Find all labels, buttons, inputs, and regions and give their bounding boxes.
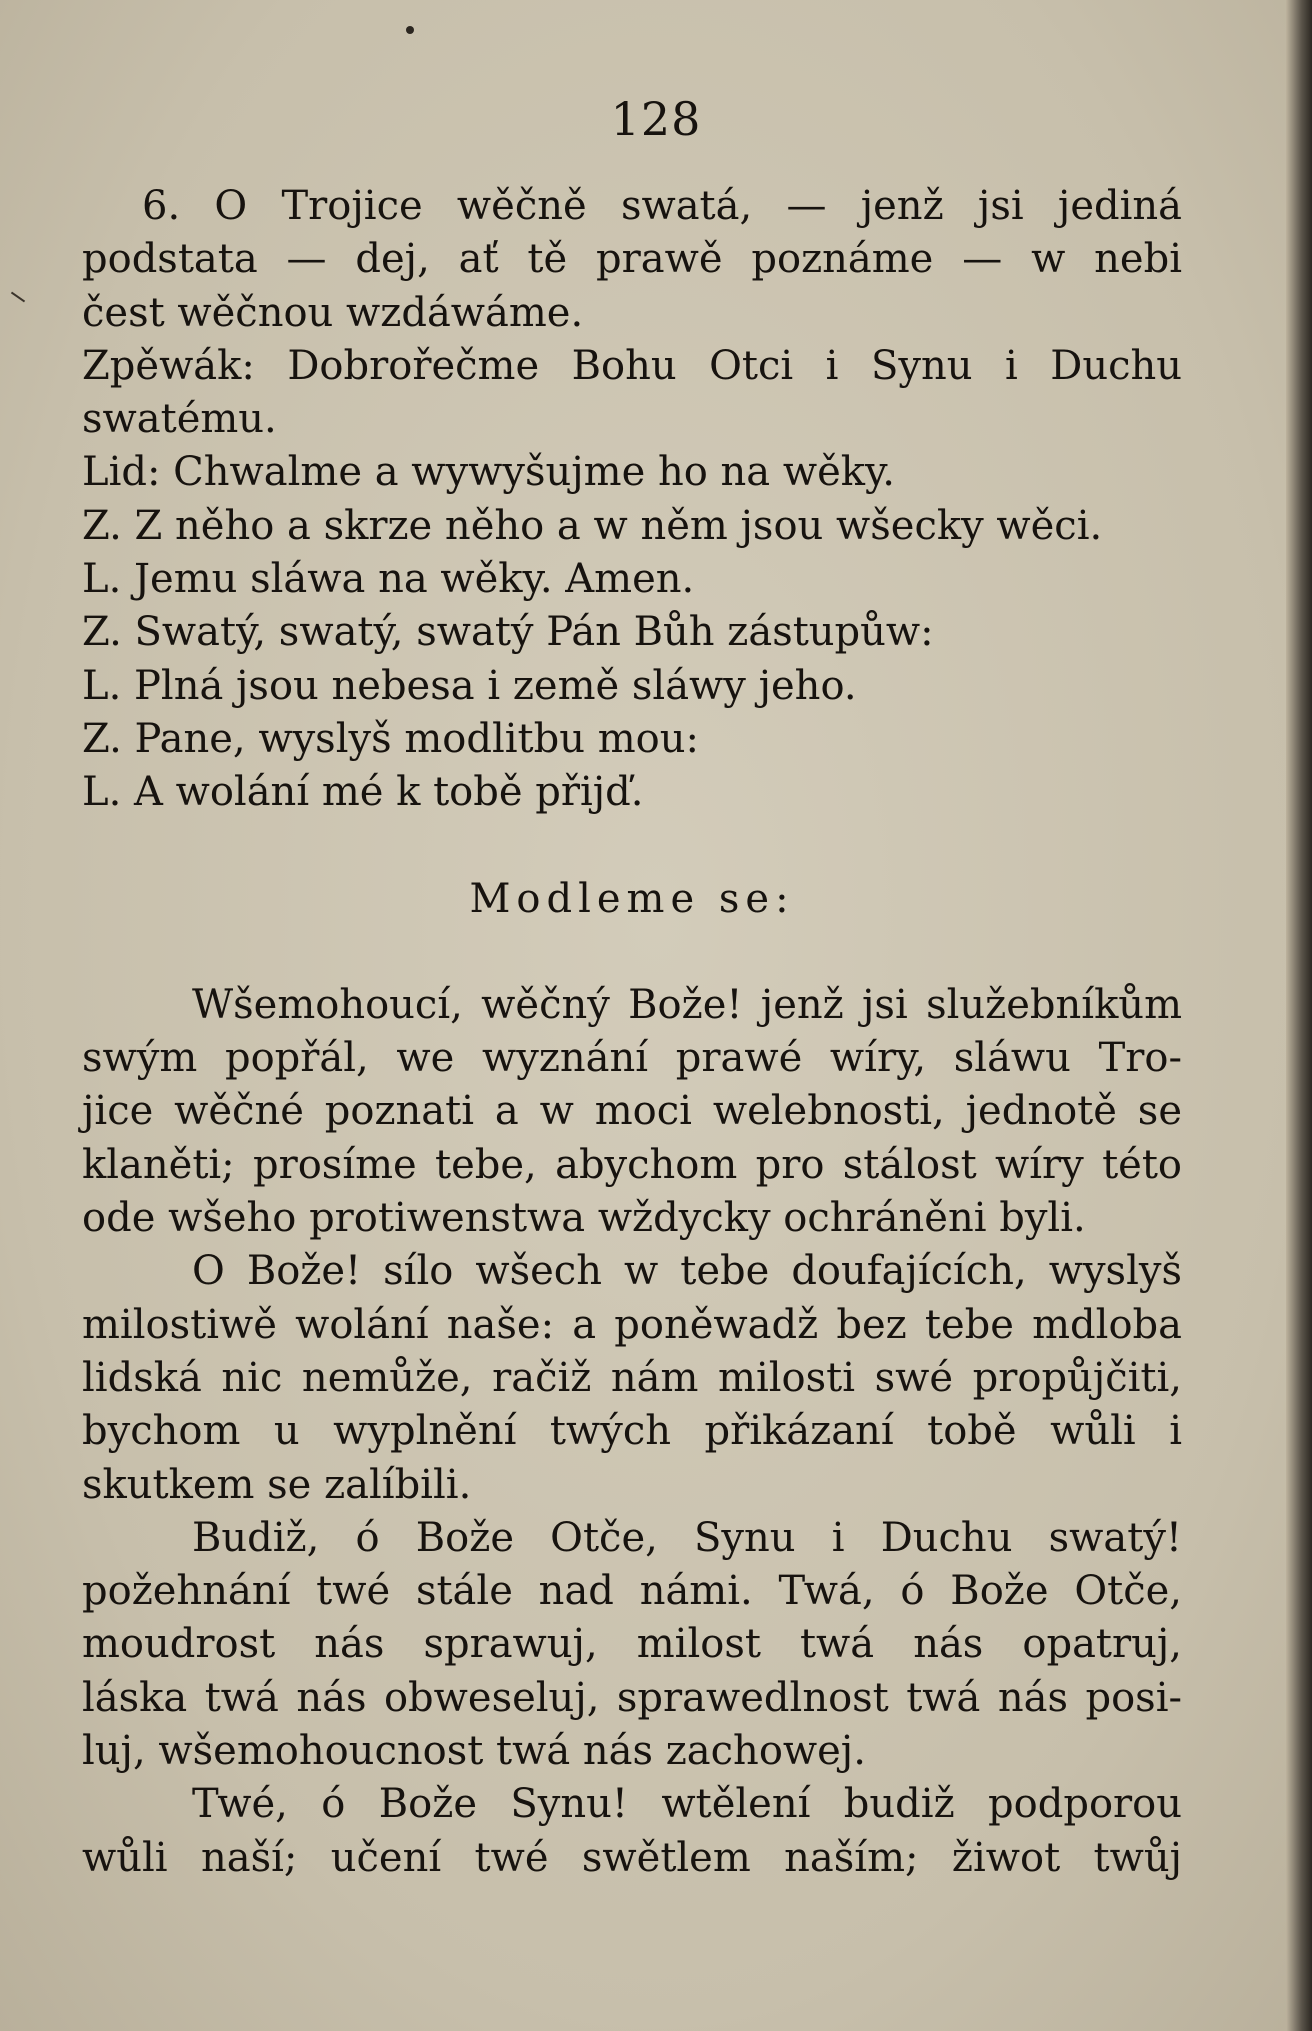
prayer-line: Budiž, ó Bože Otče, Synu i Duchu swatý! xyxy=(192,1514,1182,1561)
stanza-line: podstata — dej, ať tě prawě poznáme — w nebi xyxy=(82,236,1182,283)
prayer-line: skutkem se zalíbili. xyxy=(82,1461,472,1508)
prayer-line: požehnání twé stále nad námi. Twá, ó Bože Otče, xyxy=(82,1568,1182,1615)
stanza-line: Z. Pane, wyslyš modlitbu mou: xyxy=(82,715,699,762)
prayer-line: moudrost nás sprawuj, milost twá nás opatruj, xyxy=(82,1621,1182,1668)
prayer-line: ode wšeho protiwenstwa wždycky ochráněni byli. xyxy=(82,1195,1086,1242)
prayer-line: luj, wšemohoucnost twá nás zachowej. xyxy=(82,1728,866,1775)
page-text xyxy=(82,180,1182,1885)
prayer-line: bychom u wyplnění twých přikázaní tobě wůli i xyxy=(82,1408,1182,1455)
stanza-line: L. A wolání mé k tobě přijď. xyxy=(82,769,644,816)
page-edge-shadow xyxy=(1286,0,1312,2031)
prayer-line: wůli naší; učení twé swětlem naším; žiwot twůj xyxy=(82,1834,1182,1881)
prayer-line: O Bože! sílo wšech w tebe doufajících, wyslyš xyxy=(192,1248,1182,1295)
stanza-line: L. Plná jsou nebesa i země sláwy jeho. xyxy=(82,662,857,709)
stanza-line: L. Jemu sláwa na wěky. Amen. xyxy=(82,556,695,603)
prayer-line: lidská nic nemůže, račiž nám milosti swé propůjčiti, xyxy=(82,1354,1182,1401)
prayer-line: klaněti; prosíme tebe, abychom pro stálost wíry této xyxy=(82,1141,1182,1188)
prayer-line: láska twá nás obweseluj, sprawedlnost twá nás posi- xyxy=(82,1674,1182,1721)
margin-mark xyxy=(11,292,25,303)
page-number: 128 xyxy=(610,92,702,146)
prayer-line: Twé, ó Bože Synu! wtělení budiž podporou xyxy=(192,1781,1182,1828)
ink-spot xyxy=(406,26,414,34)
prayer-line: swým popřál, we wyznání prawé wíry, sláwu Tro- xyxy=(82,1035,1182,1082)
stanza-line: Z. Z něho a skrze něho a w něm jsou wšecky wěci. xyxy=(82,502,1103,549)
stanza-line: swatému. xyxy=(82,396,277,443)
stanza-line: Z. Swatý, swatý, swatý Pán Bůh zástupůw: xyxy=(82,609,934,656)
stanza-line: čest wěčnou wzdáwáme. xyxy=(82,289,584,336)
stanza-line: Lid: Chwalme a wywyšujme ho na wěky. xyxy=(82,449,895,496)
section-heading: Modleme se: xyxy=(469,875,795,922)
prayer-line: jice wěčné poznati a w moci welebnosti, jednotě se xyxy=(82,1088,1182,1135)
stanza-line: Zpěwák: Dobrořečme Bohu Otci i Synu i Duchu xyxy=(82,342,1182,389)
prayer-line: Wšemohoucí, wěčný Bože! jenž jsi služebníkům xyxy=(192,981,1182,1028)
stanza-line: 6. O Trojice wěčně swatá, — jenž jsi jediná xyxy=(142,183,1182,229)
prayer-line: milostiwě wolání naše: a poněwadž bez tebe mdloba xyxy=(82,1301,1182,1348)
